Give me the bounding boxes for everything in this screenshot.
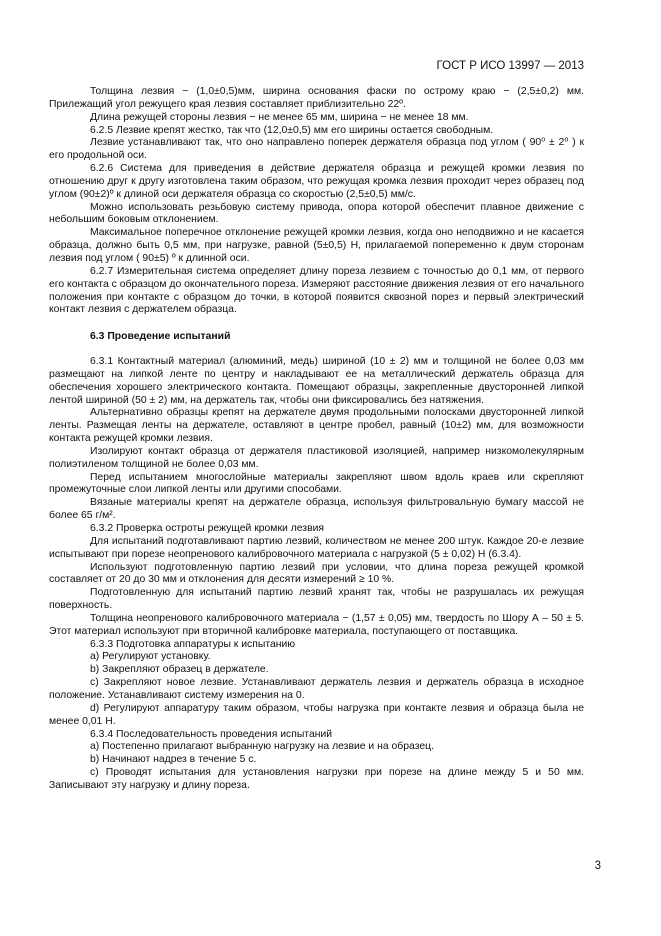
paragraph: Изолируют контакт образца от держателя пластиковой изоляцией, например низкомолекулярным полиэтиленом толщиной не более 0,03 мм. (49, 445, 584, 470)
list-item: a) Регулируют установку. (90, 651, 211, 663)
list-item: c) Проводят испытания для установления нагрузки при порезе на длине между 5 и 50 мм. Записывают эту нагрузку и длину пореза. (49, 767, 584, 791)
paragraph: 6.2.6 Система для приведения в действие держателя образца и режущей кромки лезвия по отношению друг к другу изготовлена таким образом, что режущая кромка лезвия проходит через образец под углом (90±2)º к длиной оси держателя образца со скоростью (2,5±0,5) мм/с. (49, 163, 584, 200)
paragraph: Для испытаний подготавливают партию лезвий, количеством не менее 200 штук. Каждое 20-е лезвие испытывают при порезе неопренового калибровочного материала с нагрузкой (5 ± 0,02) Н (6.3.4). (49, 535, 584, 560)
paragraph: Вязаные материалы крепят на держателе образца, используя фильтровальную бумагу массой не более 65 г/м². (49, 497, 584, 522)
paragraph: Альтернативно образцы крепят на держателе двумя продольными полосками двусторонней липкой ленты. Размещая ленты на держателе, оставляют в центре пробел, равный (10±2) мм, для возможности контакта режущей кромки лезвия. (49, 407, 584, 445)
paragraph: Толщина лезвия − (1,0±0,5)мм, ширина основания фаски по острому краю − (2,5±0,2) мм. Прилежащий угол режущего края лезвия составляет приблизительно 22º. (49, 86, 584, 110)
paragraph: Лезвие устанавливают так, что оно направлено поперек держателя образца под углом ( 90⁰ ± 2⁰ ) к его продольной оси. (49, 137, 584, 162)
paragraph: 6.2.7 Измерительная система определяет длину пореза лезвием с точностью до 0,1 мм, от первого его контакта с образцом до окончательного пореза. Измеряют расстояние движения лезвия от его начального положения при контакте с образцом до точки, в которой появится сквозной порез и первый электрический контакт лезвия с держателем образца. (49, 265, 584, 316)
subsection-title: 6.3.2 Проверка остроты режущей кромки лезвия (90, 523, 325, 534)
list-item: b) Начинают надрез в течение 5 с. (90, 754, 257, 766)
list-item: d) Регулируют аппаратуру таким образом, чтобы нагрузка при контакте лезвия и образца была не менее 0,01 Н. (49, 702, 584, 727)
subsection-title: 6.3.3 Подготовка аппаратуры к испытанию (90, 638, 296, 650)
paragraph: Подготовленную для испытаний партию лезвий хранят так, чтобы не разрушалась их режущая поверхность. (49, 587, 584, 612)
paragraph: Толщина неопренового калибровочного материала − (1,57 ± 0,05) мм, твердость по Шору А – 50 ± 5. Этот материал используют при вторичной калибровке материала, поступающего от поставщика. (49, 612, 584, 637)
paragraph: Длина режущей стороны лезвия − не менее 65 мм, ширина − не менее 18 мм. (90, 111, 469, 123)
paragraph: 6.2.5 Лезвие крепят жестко, так что (12,0±0,5) мм его ширины остается свободным. (90, 124, 494, 136)
paragraph: 6.3.1 Контактный материал (алюминий, медь) шириной (10 ± 2) мм и толщиной не более 0,03 мм размещают на липкой ленте по центру и накладывают ее на металлический держатель образца для обеспечения хорошего электрического контакта. Помещают образцы, закрепленные двусторонней липкой лентой шириной (50 ± 2) мм, на держатель так, чтобы они фиксировались без натяжения. (49, 356, 584, 406)
paragraph: Используют подготовленную партию лезвий при условии, что длина пореза режущей кромкой составляет от 20 до 30 мм и отклонения для десяти измерений ≥ 10 %. (49, 561, 584, 586)
page-number: 3 (594, 860, 601, 872)
paragraph: Можно использовать резьбовую систему привода, опора которой обеспечит плавное движение с небольшим боковым отклонением. (49, 201, 584, 226)
section-heading: 6.3 Проведение испытаний (90, 331, 231, 343)
list-item: b) Закрепляют образец в держателе. (90, 664, 269, 676)
document-header: ГОСТ Р ИСО 13997 — 2013 (436, 60, 584, 72)
document-body (49, 86, 584, 793)
list-item: c) Закрепляют новое лезвие. Устанавливают держатель лезвия и держатель образца в исходное положение. Устанавливают систему измерения на 0. (49, 677, 584, 701)
paragraph: Перед испытанием многослойные материалы закрепляют швом вдоль краев или скрепляют промежуточные слои липкой ленты или другими способами. (49, 471, 584, 496)
paragraph: Максимальное поперечное отклонение режущей кромки лезвия, когда оно неподвижно и не касается образца, должно быть 0,5 мм, при нагрузке, равной (5±0,5) Н, прилагаемой попеременно к двум сторонам лезвия под углом ( 90±5) º к длинной оси. (49, 227, 584, 264)
subsection-title: 6.3.4 Последовательность проведения испытаний (90, 728, 333, 740)
list-item: a) Постепенно прилагают выбранную нагрузку на лезвие и на образец. (90, 741, 434, 753)
